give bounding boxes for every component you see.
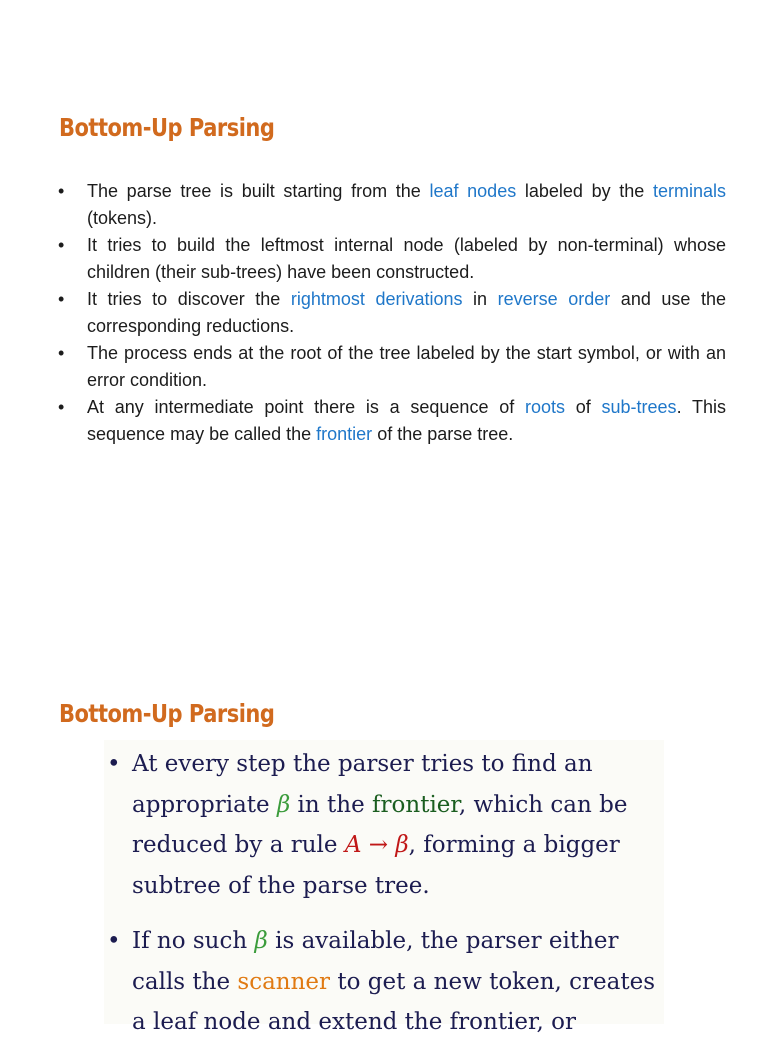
beta-symbol: β <box>276 791 291 818</box>
bullet-item: • At every step the parser tries to find an appropriate β in the frontier, which can be reduced by a rule A → β, forming a bigger subtree of the parse tree. <box>132 744 672 906</box>
bullet-item: • The process ends at the root of the tree labeled by the start symbol, or with an error condition. <box>87 340 726 394</box>
slide-1-bullet-list <box>87 178 726 448</box>
highlight-term: frontier <box>316 424 373 444</box>
production-rule: A → β <box>344 832 409 858</box>
scanner-term: scanner <box>237 968 331 995</box>
highlight-term: leaf nodes <box>429 181 517 201</box>
frontier-term: frontier <box>372 791 459 818</box>
slide-2-bullet-list <box>132 744 672 1058</box>
highlight-term: sub-trees <box>601 397 677 417</box>
highlight-term: roots <box>524 397 565 417</box>
bullet-item: • The parse tree is built starting from the leaf nodes labeled by the terminals (tokens). <box>87 178 726 232</box>
bullet-item: • It tries to build the leftmost internal node (labeled by non-terminal) whose children (their sub-trees) have been constructed. <box>87 232 726 286</box>
highlight-term: terminals <box>652 181 726 201</box>
bullet-item: • It tries to discover the rightmost derivations in reverse order and use the corresponding reductions. <box>87 286 726 340</box>
slide-2-title: Bottom-Up Parsing <box>59 699 275 728</box>
slide-2 <box>0 640 768 1035</box>
slide-1-title: Bottom-Up Parsing <box>59 113 275 142</box>
bullet-item: • If no such β is available, the parser either calls the scanner to get a new token, creates a leaf node and extend the frontier, or <box>132 921 672 1043</box>
highlight-term: reverse order <box>497 289 611 309</box>
latex-content-panel <box>104 740 664 1035</box>
bullet-item: • At any intermediate point there is a sequence of roots of sub-trees. This sequence may be called the frontier of the parse tree. <box>87 394 726 448</box>
beta-symbol: β <box>254 928 268 954</box>
highlight-term: rightmost derivations <box>290 289 463 309</box>
